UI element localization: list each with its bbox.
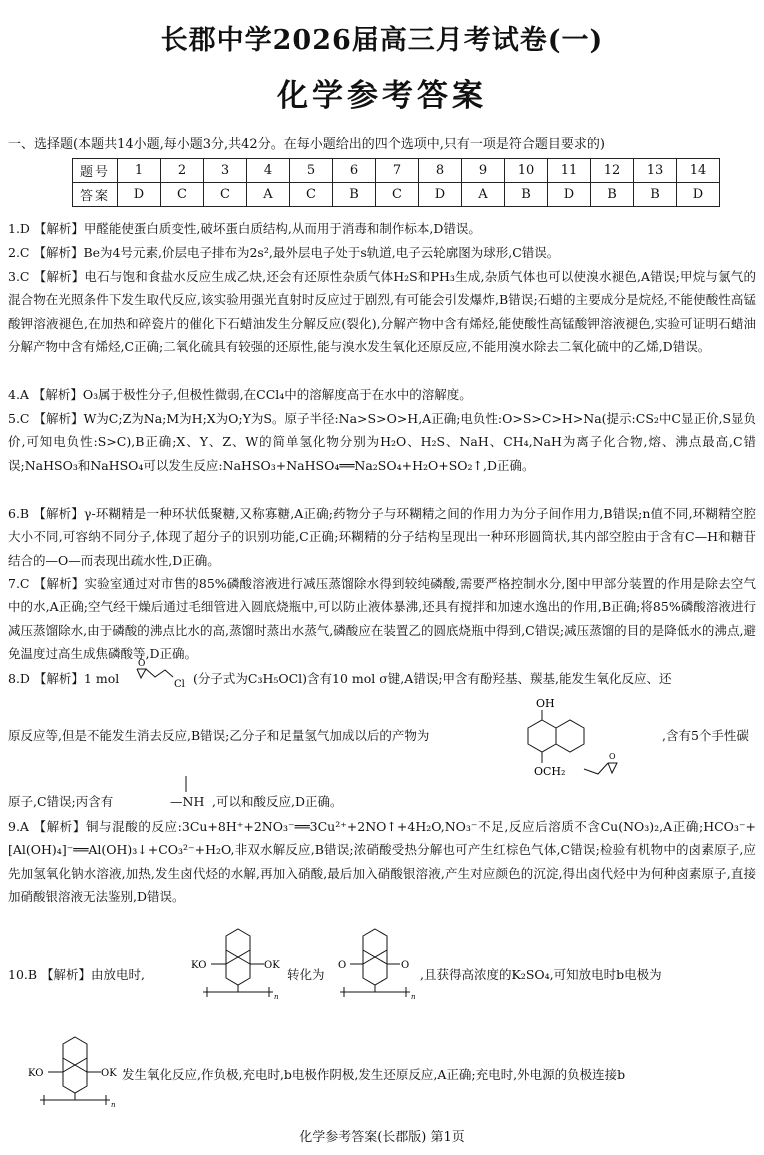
table-cell: 6 — [333, 159, 376, 183]
ok-label: OK — [264, 960, 280, 971]
table-cell: C — [204, 183, 247, 207]
answer-table — [72, 158, 720, 207]
table-cell: 5 — [290, 159, 333, 183]
question-2-explanation: 2.C 【解析】Be为4号元素,价层电子排布为2s²,最外层电子处于s轨道,电子云轮廓图为球形,C错误。 — [8, 245, 560, 260]
question-4-explanation: 4.A 【解析】O₃属于极性分子,但极性微弱,在CCl₄中的溶解度高于在水中的溶解度。 — [8, 387, 472, 402]
row-label-number: 题号 — [73, 159, 118, 183]
table-cell: 3 — [204, 159, 247, 183]
carbonyl-o-left: O — [338, 960, 347, 971]
table-cell: C — [290, 183, 333, 207]
table-cell: 4 — [247, 159, 290, 183]
page-title: 化学参考答案 — [277, 78, 487, 114]
table-cell: D — [118, 183, 161, 207]
ko-label: KO — [191, 960, 207, 971]
question-8-line-3a: 原子,C错误;丙含有 — [8, 794, 114, 809]
table-cell: 7 — [376, 159, 419, 183]
table-cell: 10 — [505, 159, 548, 183]
anthraquinone-polymer-structure — [330, 925, 420, 1001]
svg-text:n: n — [411, 993, 416, 1001]
question-10-line-1a: 10.B 【解析】由放电时, — [8, 967, 146, 982]
question-1-explanation: 1.D 【解析】甲醛能使蛋白质变性,破坏蛋白质结构,从而用于消毒和制作标本,D错误。 — [8, 221, 481, 236]
table-cell: A — [462, 183, 505, 207]
svg-text:n: n — [111, 1101, 116, 1109]
anthracene-diol-potassium-polymer-structure — [191, 925, 287, 1001]
table-cell: D — [419, 183, 462, 207]
och2-label: OCH₂ — [534, 765, 566, 778]
page-footer: 化学参考答案(长郡版) 第1页 — [299, 1130, 465, 1145]
question-7-explanation: 7.C 【解析】实验室通过对市售的85%磷酸溶液进行减压蒸馏除水得到较纯磷酸,需要严格控制水分,图中甲部分装置的作用是除去空气中的水,A正确;空气经干燥后通过毛细管进入圆底烧瓶中,可以防止液体暴沸,还具有搅拌和加速水逸出的作用,B正确;将85%磷酸溶液进行减压蒸馏除水,由于磷酸的沸点比水的高,蒸馏时蒸出水蒸气,磷酸应在装置乙的圆底烧瓶中得到,C错误;减压蒸馏的目的是降低水的沸点,避免温度过高生成焦磷酸等,D正确。 — [8, 576, 756, 662]
question-8-line-1a: 8.D 【解析】1 mol — [8, 671, 120, 686]
question-3-explanation: 3.C 【解析】电石与饱和食盐水反应生成乙炔,还会有还原性杂质气体H₂S和PH₃生成,杂质气体也可以使溴水褪色,A错误;甲烷与氯气的混合物在光照条件下发生取代反应,该实验用强光直射时反应过于剧烈,有可能会引发爆炸,B错误;石蜡的主要成分是烷烃,不能使酸性高锰酸钾溶液褪色,在加热和碎瓷片的催化下石蜡油发生分解反应(裂化),分解产物中含有烯烃,能使酸性高锰酸钾溶液褪色,实验可证明石蜡油分解产物中含有烯烃,C正确;二氧化硫具有较强的还原性,能与溴水发生氧化还原反应,不能用溴水除去二氧化硫中的乙烯,D错误。 — [8, 269, 756, 355]
answer-row — [73, 183, 720, 207]
question-8-line-2b: ,含有5个手性碳 — [662, 728, 749, 743]
svg-text:OK: OK — [101, 1068, 117, 1079]
epoxide-chloride-structure — [131, 657, 193, 691]
row-label-answer: 答案 — [73, 183, 118, 207]
svg-text:O: O — [138, 659, 146, 669]
section-title: 一、选择题(本题共14小题,每小题3分,共42分。在每小题给出的四个选项中,只有一项是符合题目要求的) — [8, 137, 605, 152]
question-10-line-1b: 转化为 — [287, 967, 325, 982]
hydroxyl-label: OH — [536, 697, 555, 710]
question-8-line-3b: ,可以和酸反应,D正确。 — [212, 794, 343, 809]
table-cell: A — [247, 183, 290, 207]
table-cell: 13 — [634, 159, 677, 183]
table-cell: D — [677, 183, 720, 207]
anthracene-diol-potassium-polymer-structure-2 — [28, 1033, 124, 1109]
saturated-bicyclic-product-structure — [510, 693, 660, 793]
table-cell: 1 — [118, 159, 161, 183]
carbonyl-o-right: O — [401, 960, 410, 971]
question-9-explanation: 9.A 【解析】铜与混酸的反应:3Cu+8H⁺+2NO₃⁻══3Cu²⁺+2NO↑+4H₂O,NO₃⁻不足,反应后溶质不含Cu(NO₃)₂,A正确;HCO₃⁻+[Al(OH)₄]⁻══Al(OH)₃↓+CO₃²⁻+H₂O,非双水解反应,B错误;浓硝酸受热分解也可产生红棕色气体,C错误;检验有机物中的卤素原子,应先加氢氧化钠水溶液,加热,发生卤代烃的水解,再加入硝酸,最后加入硝酸银溶液,产生对应颜色的沉淀,得出卤代烃中为何种卤素原子,直接加硝酸银溶液无法鉴别,D错误。 — [8, 819, 756, 905]
table-cell: 14 — [677, 159, 720, 183]
question-8-line-2a: 原反应等,但是不能发生消去反应,B错误;乙分子和足量氢气加成以后的产物为 — [8, 728, 430, 743]
table-cell: B — [505, 183, 548, 207]
table-cell: 9 — [462, 159, 505, 183]
amine-group-label: —NH — [170, 794, 205, 809]
table-cell: B — [591, 183, 634, 207]
table-cell: 12 — [591, 159, 634, 183]
table-cell: 2 — [161, 159, 204, 183]
table-cell: 11 — [548, 159, 591, 183]
table-cell: C — [161, 183, 204, 207]
svg-text:O: O — [609, 752, 616, 761]
question-8-line-1b: (分子式为C₃H₅OCl)含有10 mol σ键,A错误;甲含有酚羟基、羰基,能发生氧化反应、还 — [193, 671, 672, 686]
svg-text:n: n — [274, 993, 279, 1001]
question-10-line-1c: ,且获得高浓度的K₂SO₄,可知放电时b电极为 — [420, 967, 662, 982]
exam-title: 长郡中学2026届高三月考试卷(一) — [160, 25, 604, 56]
chlorine-label: Cl — [174, 679, 185, 690]
question-5-explanation: 5.C 【解析】W为C;Z为Na;M为H;X为O;Y为S。原子半径:Na>S>O>H,A正确;电负性:O>S>C>H>Na(提示:CS₂中C显正价,S显负价,可知电负性:S>C),B正确;X、Y、Z、W的简单氢化物分别为H₂O、H₂S、NaH、CH₄,NaH为离子化合物,熔、沸点最高,C错误;NaHSO₃和NaHSO₄可以发生反应:NaHSO₃+NaHSO₄══Na₂SO₄+H₂O+SO₂↑,D正确。 — [8, 411, 757, 473]
question-number-row — [73, 159, 720, 183]
table-cell: B — [634, 183, 677, 207]
table-cell: D — [548, 183, 591, 207]
svg-text:KO: KO — [28, 1068, 44, 1079]
table-cell: C — [376, 183, 419, 207]
table-cell: 8 — [419, 159, 462, 183]
table-cell: B — [333, 183, 376, 207]
question-6-explanation: 6.B 【解析】γ-环糊精是一种环状低聚糖,又称寡糖,A正确;药物分子与环糊精之间的作用力为分子间作用力,B错误;n值不同,环糊精空腔大小不同,可容纳不同分子,体现了超分子的识别功能,C正确;环糊精的分子结构呈现出一种环形圆筒状,其内部空腔由于含有C—H和糖苷结合的—O—而表现出疏水性,D正确。 — [8, 506, 756, 568]
question-10-line-2: 发生氧化反应,作负极,充电时,b电极作阴极,发生还原反应,A正确;充电时,外电源的负极连接b — [122, 1067, 626, 1082]
